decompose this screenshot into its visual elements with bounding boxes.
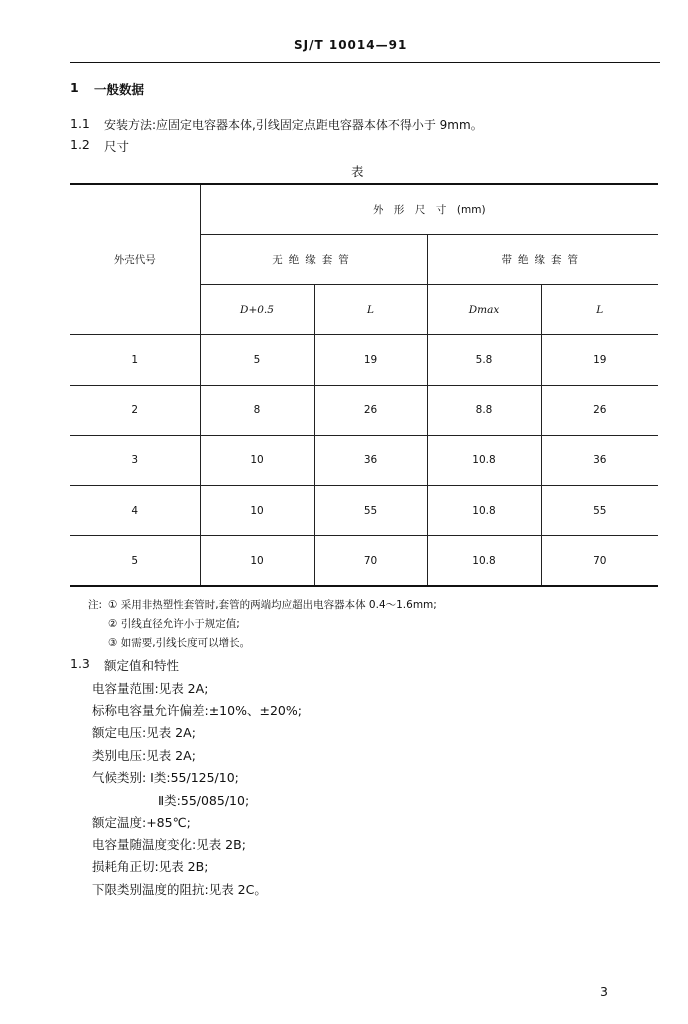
- col-shell-code: 外壳代号: [70, 184, 200, 335]
- table-cell: 5: [200, 335, 314, 385]
- rating-tolerance: 标称电容量允许偏差:±10%、±20%;: [92, 703, 302, 718]
- group-title: 外 形 尺 寸 (mm): [200, 184, 658, 234]
- table-cell: 10.8: [427, 486, 541, 536]
- table-cell: 4: [70, 486, 200, 536]
- table-cell: 26: [314, 385, 427, 435]
- rating-loss-tangent: 损耗角正切:见表 2B;: [92, 859, 209, 874]
- section-1-title: 一般数据: [94, 82, 145, 97]
- table-cell: 10.8: [427, 435, 541, 485]
- table-row: [70, 435, 658, 485]
- section-1-3-title: 额定值和特性: [104, 658, 180, 673]
- table-cell: 8: [200, 385, 314, 435]
- rating-category-voltage: 类别电压:见表 2A;: [92, 748, 196, 763]
- note-2: ② 引线直径允许小于规定值;: [108, 618, 240, 630]
- standard-number: SJ/T 10014—91: [294, 38, 408, 52]
- table-cell: 3: [70, 435, 200, 485]
- table-row: [70, 486, 658, 536]
- table-header-row: [70, 184, 658, 234]
- table-cell: 5: [70, 536, 200, 586]
- note-1: ① 采用非热塑性套管时,套管的两端均应超出电容器本体 0.4～1.6mm;: [108, 599, 437, 611]
- sub-no-sleeve-label: 无绝缘套管: [272, 253, 355, 266]
- section-1-2-text: 尺寸: [104, 139, 130, 154]
- rating-climate-class-1: 气候类别: Ⅰ类:55/125/10;: [92, 770, 239, 785]
- table-cell: 70: [314, 536, 427, 586]
- table-cell: 8.8: [427, 385, 541, 435]
- table-cell: 36: [541, 435, 658, 485]
- col-dmax: Dmax: [427, 285, 541, 335]
- table-cell: 10.8: [427, 536, 541, 586]
- table-cell: 19: [314, 335, 427, 385]
- table-cell: 55: [541, 486, 658, 536]
- table-row: [70, 385, 658, 435]
- sub-no-sleeve: [200, 234, 427, 284]
- notes-prefix: 注:: [88, 599, 103, 611]
- table-cell: 1: [70, 335, 200, 385]
- section-1-1-number: 1.1: [70, 116, 90, 131]
- section-1-3-number: 1.3: [70, 656, 90, 671]
- table-cell: 70: [541, 536, 658, 586]
- header-rule: [70, 62, 660, 63]
- rating-capacitance-range: 电容量范围:见表 2A;: [92, 681, 209, 696]
- section-1-number: 1: [70, 80, 79, 95]
- table-cell: 10: [200, 435, 314, 485]
- table-cell: 10: [200, 486, 314, 536]
- col-l: L: [314, 285, 427, 335]
- col-l-sleeve: L: [541, 285, 658, 335]
- table-cell: 55: [314, 486, 427, 536]
- col-d: D+0.5: [200, 285, 314, 335]
- table-cell: 10: [200, 536, 314, 586]
- rating-insulation: 下限类别温度的阻抗:见表 2C。: [92, 882, 267, 897]
- table-caption: 表: [351, 164, 364, 179]
- rating-climate-class-2: Ⅱ类:55/085/10;: [158, 793, 250, 808]
- table-cell: 5.8: [427, 335, 541, 385]
- table-cell: 19: [541, 335, 658, 385]
- section-1-2-number: 1.2: [70, 137, 90, 152]
- note-3: ③ 如需要,引线长度可以增长。: [108, 637, 251, 649]
- dimension-table: [70, 183, 658, 587]
- table-cell: 36: [314, 435, 427, 485]
- section-1-1-text: 安装方法:应固定电容器本体,引线固定点距电容器本体不得小于 9mm。: [104, 118, 483, 132]
- rating-rated-temperature: 额定温度:+85℃;: [92, 815, 191, 830]
- sub-with-sleeve: [427, 234, 658, 284]
- rating-rated-voltage: 额定电压:见表 2A;: [92, 725, 196, 740]
- table-row: [70, 335, 658, 385]
- table-cell: 2: [70, 385, 200, 435]
- rating-capacitance-temperature: 电容量随温度变化:见表 2B;: [92, 837, 246, 852]
- table-cell: 26: [541, 385, 658, 435]
- page-number: 3: [600, 984, 608, 999]
- table-row: [70, 536, 658, 586]
- sub-with-sleeve-label: 带绝缘套管: [501, 253, 585, 266]
